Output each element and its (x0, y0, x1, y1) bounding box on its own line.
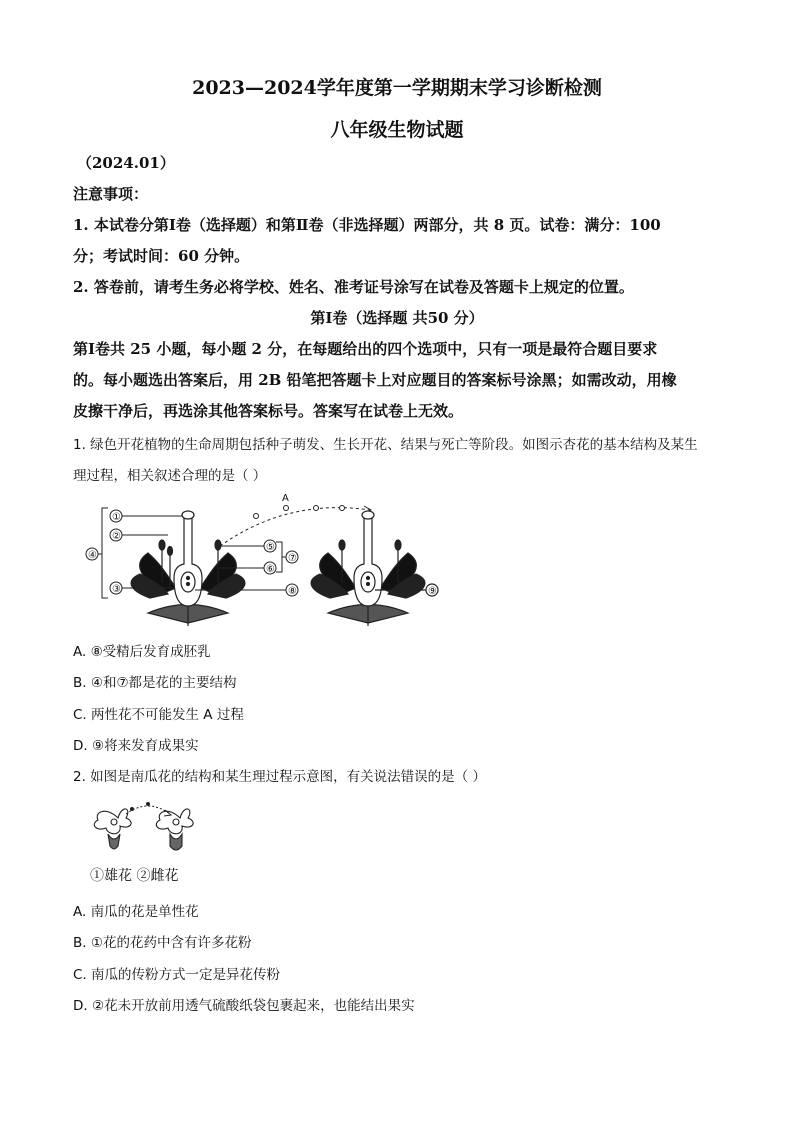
section-1-intro-line-1: 第Ⅰ卷共 25 小题，每小题 2 分，在每题给出的四个选项中，只有一项是最符合题目要求 (73, 340, 658, 358)
right-flower (311, 511, 438, 626)
exam-date: （2024.01） (77, 154, 175, 172)
q1-option-b: B. ④和⑦都是花的主要结构 (73, 675, 237, 691)
q2-option-c: C. 南瓜的传粉方式一定是异花传粉 (73, 967, 281, 983)
label-3: ③ (112, 584, 121, 595)
section-1-intro-line-2: 的。每小题选出答案后，用 2B 铅笔把答题卡上对应题目的答案标号涂黑；如需改动，用橡 (73, 371, 677, 389)
q2-figure-caption: ①雄花 ②雌花 (90, 868, 179, 884)
exam-subtitle: 八年级生物试题 (330, 119, 464, 141)
label-2: ② (112, 531, 121, 542)
q1-stem-line-2: 理过程，相关叙述合理的是（ ） (73, 468, 267, 484)
q2-stem: 2. 如图是南瓜花的结构和某生理过程示意图，有关说法错误的是（ ） (73, 769, 486, 785)
q1-option-a: A. ⑧受精后发育成胚乳 (73, 644, 211, 660)
q2-pumpkin-flower-diagram (88, 800, 228, 862)
label-8: ⑧ (288, 586, 297, 597)
label-1: ① (112, 512, 121, 523)
note-2: 2. 答卷前，请考生务必将学校、姓名、准考证号涂写在试卷及答题卡上规定的位置。 (73, 278, 634, 296)
label-6: ⑥ (266, 564, 275, 575)
note-1-line-2: 分；考试时间：60 分钟。 (73, 247, 250, 265)
q2-option-b: B. ①花的花药中含有许多花粉 (73, 935, 252, 951)
label-5: ⑤ (266, 542, 275, 553)
section-1-intro-line-3: 皮擦干净后，再选涂其他答案标号。答案写在试卷上无效。 (73, 402, 464, 420)
q1-option-c: C. 两性花不可能发生 A 过程 (73, 707, 244, 723)
q1-stem-line-1: 1. 绿色开花植物的生命周期包括种子萌发、生长开花、结果与死亡等阶段。如图示杏花的基本结构及某生 (73, 437, 698, 453)
notes-heading: 注意事项： (73, 185, 149, 203)
q2-option-a: A. 南瓜的花是单性花 (73, 904, 199, 920)
note-1-line-1: 1. 本试卷分第Ⅰ卷（选择题）和第Ⅱ卷（非选择题）两部分，共 8 页。试卷：满分：100 (73, 216, 661, 234)
label-4: ④ (88, 550, 97, 561)
q1-flower-diagram (78, 488, 458, 628)
q1-option-d: D. ⑨将来发育成果实 (73, 738, 199, 754)
section-1-heading: 第Ⅰ卷（选择题 共50 分） (310, 309, 484, 327)
process-a-label: A (282, 493, 289, 504)
label-7: ⑦ (288, 553, 297, 564)
exam-title: 2023—2024学年度第一学期期末学习诊断检测 (192, 77, 602, 99)
label-9: ⑨ (428, 586, 437, 597)
q2-option-d: D. ②花未开放前用透气硫酸纸袋包裹起来，也能结出果实 (73, 998, 415, 1014)
